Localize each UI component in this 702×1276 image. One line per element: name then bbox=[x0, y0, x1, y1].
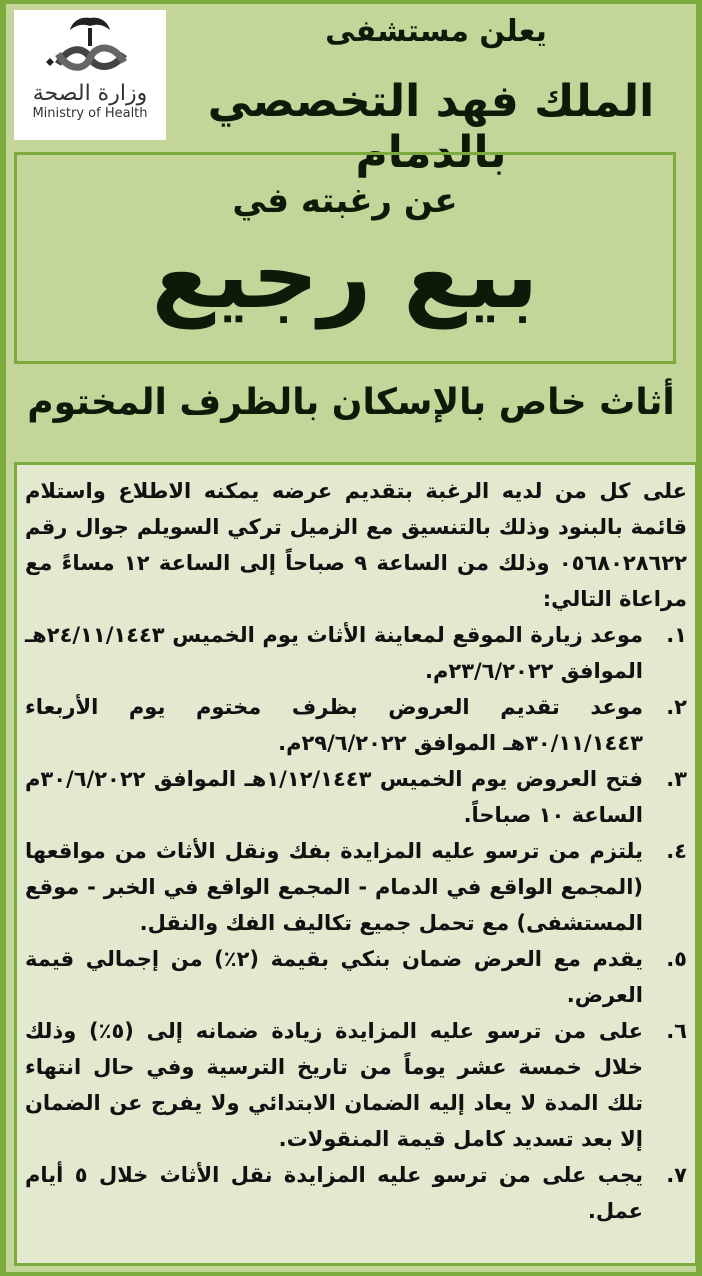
item-number: ٧. bbox=[666, 1163, 687, 1187]
headline-intro: عن رغبته في bbox=[232, 181, 458, 221]
list-item bbox=[25, 1157, 687, 1229]
list-item bbox=[25, 617, 687, 689]
item-number: ١. bbox=[666, 623, 687, 647]
item-text: يلتزم من ترسو عليه المزايدة بفك ونقل الأثاث من مواقعها (المجمع الواقع في الدمام - المجمع الواقع في الخبر - موقع المستشفى) مع تحمل جميع تكاليف الفك والنقل. bbox=[25, 839, 643, 935]
list-item bbox=[25, 689, 687, 761]
subtitle: أثاث خاص بالإسكان بالظرف المختوم bbox=[27, 382, 675, 423]
headline-box bbox=[14, 152, 676, 364]
list-item bbox=[25, 761, 687, 833]
terms-box bbox=[14, 462, 698, 1266]
list-item bbox=[25, 833, 687, 941]
list-item bbox=[25, 1013, 687, 1157]
item-number: ٤. bbox=[666, 839, 687, 863]
hospital-name: الملك فهد التخصصي بالدمام bbox=[207, 76, 655, 178]
item-text: موعد تقديم العروض بظرف مختوم يوم الأربعاء ٣٠/١١/١٤٤٣هـ الموافق ٢٩/٦/٢٠٢٢م. bbox=[25, 695, 643, 755]
item-text: يقدم مع العرض ضمان بنكي بقيمة (٢٪) من إجمالي قيمة العرض. bbox=[25, 947, 643, 1007]
palm-swords-emblem-icon bbox=[40, 14, 140, 82]
ministry-of-health-logo bbox=[14, 10, 166, 140]
item-number: ٢. bbox=[666, 695, 687, 719]
headline-main: بيع رجيع bbox=[151, 222, 539, 329]
item-text: يجب على من ترسو عليه المزايدة نقل الأثاث خلال ٥ أيام عمل. bbox=[25, 1163, 644, 1223]
item-number: ٥. bbox=[666, 947, 687, 971]
item-text: على من ترسو عليه المزايدة زيادة ضمانه إلى (٥٪) وذلك خلال خمسة عشر يوماً من تاريخ الترسية وفي حال انتهاء تلك المدة لا يعاد إليه الضمان الابتدائي ولا يفرج عن الضمان إلا بعد تسديد كامل قيمة المنقولات. bbox=[25, 1019, 643, 1151]
item-number: ٣. bbox=[666, 767, 687, 791]
logo-arabic-text: وزارة الصحة bbox=[32, 81, 148, 106]
logo-english-text: Ministry of Health bbox=[32, 106, 148, 121]
item-text: موعد زيارة الموقع لمعاينة الأثاث يوم الخميس ٢٤/١١/١٤٤٣هـ الموافق ٢٣/٦/٢٠٢٢م. bbox=[25, 623, 643, 683]
intro-paragraph: على كل من لديه الرغبة بتقديم عرضه يمكنه الاطلاع واستلام قائمة بالبنود وذلك بالتنسيق مع الزميل تركي السويلم جوال رقم ٠٥٦٨٠٢٨٦٢٢ وذلك من الساعة ٩ صباحاً إلى الساعة ١٢ مساءً مع مراعاة التالي: bbox=[25, 479, 687, 611]
item-number: ٦. bbox=[666, 1019, 687, 1043]
terms-list bbox=[25, 617, 687, 1229]
list-item bbox=[25, 941, 687, 1013]
item-text: فتح العروض يوم الخميس ١/١٢/١٤٤٣هـ الموافق ٣٠/٦/٢٠٢٢م الساعة ١٠ صباحاً. bbox=[25, 767, 643, 827]
announcer-line: يعلن مستشفى bbox=[325, 14, 547, 49]
advertisement bbox=[6, 4, 696, 1272]
